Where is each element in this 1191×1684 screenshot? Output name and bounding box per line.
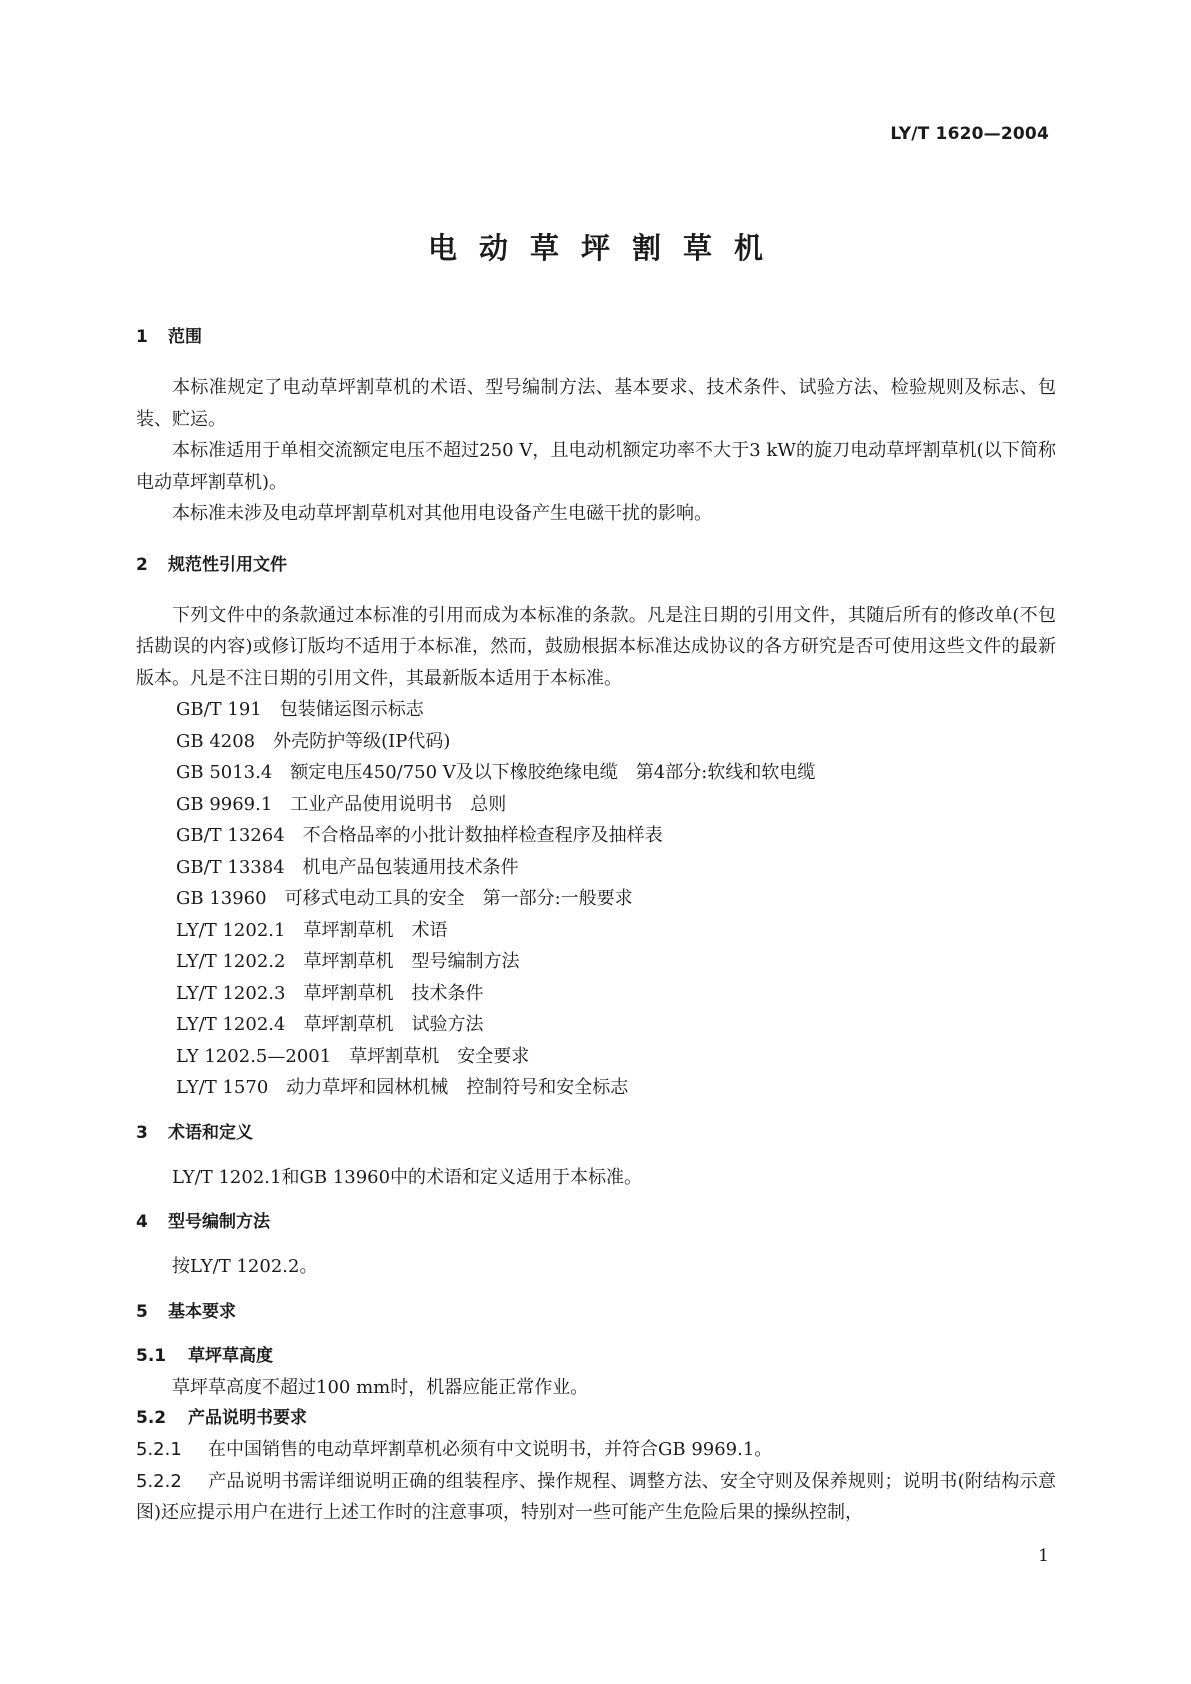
paragraph: 本标准适用于单相交流额定电压不超过250 V，且电动机额定功率不大于3 kW的旋刀电动草坪割草机(以下简称电动草坪割草机)。: [136, 440, 1056, 493]
reference-list: [136, 694, 1056, 1104]
standard-code: LY/T 1620—2004: [890, 124, 1049, 144]
reference-code: LY/T 1202.1: [176, 919, 286, 941]
reference-code: GB/T 13384: [176, 856, 285, 878]
document-body: [136, 322, 1056, 1529]
reference-item: [136, 726, 1056, 758]
section-number: 3: [136, 1122, 148, 1143]
subsection-number: 5.1: [136, 1345, 167, 1366]
section-title: 型号编制方法: [168, 1212, 270, 1232]
reference-item: [136, 915, 1056, 947]
section-number: 5: [136, 1301, 148, 1322]
clause-5-2-2: [136, 1466, 1056, 1529]
paragraph: LY/T 1202.1和GB 13960中的术语和定义适用于本标准。: [172, 1166, 643, 1188]
reference-code: LY/T 1570: [176, 1077, 269, 1098]
reference-title: 机电产品包装通用技术条件: [302, 856, 519, 878]
reference-title: 草坪割草机 术语: [303, 919, 448, 941]
reference-item: [136, 883, 1056, 915]
clause-number: 5.2.2: [136, 1470, 182, 1492]
reference-title: 额定电压450/750 V及以下橡胶绝缘电缆 第4部分:软线和软电缆: [290, 762, 816, 783]
reference-item: [136, 1072, 1056, 1104]
reference-item: [136, 694, 1056, 726]
subsection-number: 5.2: [136, 1408, 167, 1428]
reference-title: 动力草坪和园林机械 控制符号和安全标志: [286, 1077, 629, 1098]
reference-code: LY/T 1202.3: [176, 982, 286, 1004]
reference-item: [136, 852, 1056, 884]
reference-title: 草坪割草机 技术条件: [303, 982, 484, 1004]
section-title: 规范性引用文件: [168, 554, 287, 575]
reference-item: [136, 946, 1056, 978]
document-title: 电动草坪割草机: [427, 231, 785, 265]
page-number: 1: [1038, 1546, 1049, 1566]
section-1-heading: [136, 322, 1056, 352]
reference-item: [136, 820, 1056, 852]
reference-item: [136, 757, 1056, 789]
section-number: 4: [136, 1212, 148, 1232]
subsection-title: 产品说明书要求: [188, 1408, 307, 1428]
reference-item: [136, 978, 1056, 1010]
paragraph: 按LY/T 1202.2。: [172, 1256, 318, 1277]
paragraph: 下列文件中的条款通过本标准的引用而成为本标准的条款。凡是注日期的引用文件，其随后所有的修改单(不包括勘误的内容)或修订版均不适用于本标准，然而，鼓励根据本标准达成协议的各方研究是否可使用这些文件的最新版本。凡是不注日期的引用文件，其最新版本适用于本标准。: [136, 604, 1056, 689]
reference-item: [136, 1009, 1056, 1041]
reference-code: GB/T 13264: [176, 825, 285, 846]
section-number: 1: [136, 327, 148, 347]
reference-code: LY/T 1202.2: [176, 951, 286, 972]
reference-code: GB 9969.1: [176, 793, 273, 815]
reference-item: [136, 1041, 1056, 1073]
reference-title: 草坪割草机 试验方法: [303, 1014, 484, 1035]
section-title: 术语和定义: [168, 1122, 253, 1143]
subsection-5-1-heading: [136, 1341, 1056, 1372]
reference-code: GB 13960: [176, 888, 267, 909]
paragraph: 本标准规定了电动草坪割草机的术语、型号编制方法、基本要求、技术条件、试验方法、检验规则及标志、包装、贮运。: [136, 377, 1056, 430]
reference-item: [136, 789, 1056, 821]
subsection-title: 草坪草高度: [188, 1345, 273, 1366]
reference-title: 不合格品率的小批计数抽样检查程序及抽样表: [302, 825, 663, 846]
clause-text: 在中国销售的电动草坪割草机必须有中文说明书，并符合GB 9969.1。: [208, 1439, 773, 1460]
reference-code: LY 1202.5—2001: [176, 1045, 332, 1067]
section-2-heading: [136, 550, 1056, 580]
reference-code: GB 4208: [176, 730, 256, 752]
reference-title: 外壳防护等级(IP代码): [273, 730, 451, 752]
subsection-5-2-heading: [136, 1403, 1056, 1434]
paragraph: 本标准未涉及电动草坪割草机对其他用电设备产生电磁干扰的影响。: [172, 503, 712, 524]
reference-code: GB 5013.4: [176, 762, 273, 783]
section-title: 范围: [168, 327, 202, 347]
section-4-heading: [136, 1207, 1056, 1237]
reference-code: GB/T 191: [176, 699, 262, 720]
reference-title: 草坪割草机 型号编制方法: [303, 951, 520, 972]
section-number: 2: [136, 554, 148, 575]
reference-title: 工业产品使用说明书 总则: [290, 793, 507, 815]
reference-title: 草坪割草机 安全要求: [349, 1045, 530, 1067]
clause-5-2-1: [136, 1434, 1056, 1466]
reference-code: LY/T 1202.4: [176, 1014, 286, 1035]
section-5-heading: [136, 1297, 1056, 1327]
clause-text: 产品说明书需详细说明正确的组装程序、操作规程、调整方法、安全守则及保养规则；说明书(附结构示意图)还应提示用户在进行上述工作时的注意事项，特别对一些可能产生危险后果的操纵控制，: [136, 1470, 1056, 1523]
section-title: 基本要求: [168, 1301, 236, 1322]
clause-number: 5.2.1: [136, 1439, 182, 1460]
section-3-heading: [136, 1118, 1056, 1148]
reference-title: 可移式电动工具的安全 第一部分:一般要求: [284, 888, 633, 909]
paragraph: 草坪草高度不超过100 mm时，机器应能正常作业。: [172, 1376, 589, 1398]
reference-title: 包装储运图示标志: [279, 699, 424, 720]
